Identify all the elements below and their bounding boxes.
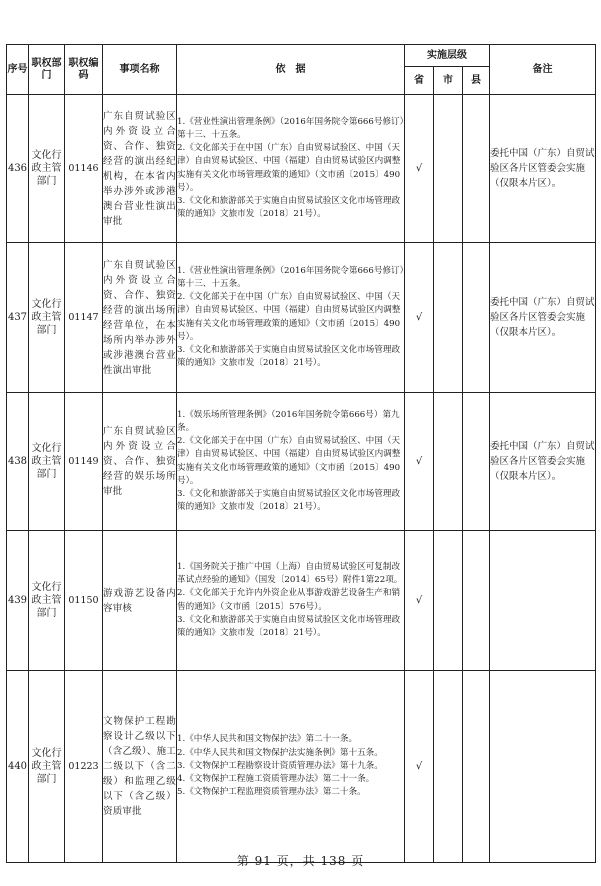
row-code: 01150 <box>65 531 103 671</box>
row-item: 游戏游艺设备内容审核 <box>103 531 177 671</box>
header-level: 实施层级 <box>405 45 490 67</box>
page-footer: 第 91 页，共 138 页 <box>236 854 365 868</box>
header-code: 职权编码 <box>65 45 103 95</box>
header-dept: 职权部门 <box>29 45 65 95</box>
row-city-check <box>434 393 463 531</box>
basis-line: 4.《文物保护工程施工资质管理办法》第二十一条。 <box>177 774 375 785</box>
table-row <box>7 393 596 531</box>
row-county-check <box>463 243 490 393</box>
basis-line: 3.《文化和旅游部关于实施自由贸易试验区文化市场管理政策的通知》文旅市发〔2018〕21号）。 <box>177 614 401 638</box>
row-seq: 439 <box>7 531 29 671</box>
row-dept: 文化行政主管部门 <box>29 95 65 243</box>
row-seq: 436 <box>7 95 29 243</box>
basis-line: 1.《国务院关于推广中国（上海）自由贸易试验区可复制改革试点经验的通知》（国发〔2014〕65号）附件1第22项。 <box>177 561 403 586</box>
row-city-check <box>434 95 463 243</box>
row-code: 01223 <box>65 671 103 863</box>
row-province-check: √ <box>405 243 434 393</box>
row-item: 文物保护工程勘察设计乙级以下（含乙级）、施工二级以下（含二级）和监理乙级以下（含乙级）资质审批 <box>103 671 177 863</box>
row-basis <box>177 671 405 863</box>
row-basis <box>177 393 405 531</box>
basis-line: 1.《营业性演出管理条例》（2016年国务院令第666号修订）第十三、十五条。 <box>177 265 404 289</box>
row-basis <box>177 95 405 243</box>
table-row <box>7 95 596 243</box>
basis-line: 1.《娱乐场所管理条例》（2016年国务院令第666号）第九条。 <box>177 409 400 433</box>
row-dept: 文化行政主管部门 <box>29 531 65 671</box>
row-item: 广东自贸试验区内外资设立合资、合作、独资经营的演出经纪机构，在本省内举办涉外或涉港澳台营业性演出审批 <box>103 95 177 243</box>
row-note <box>490 531 596 671</box>
header-item: 事项名称 <box>103 45 177 95</box>
row-county-check <box>463 531 490 671</box>
row-note: 委托中国（广东）自贸试验区各片区管委会实施（仅限本片区）。 <box>490 243 596 393</box>
basis-line: 3.《文化和旅游部关于实施自由贸易试验区文化市场管理政策的通知》文旅市发〔2018〕21号）。 <box>177 488 401 513</box>
basis-line: 2.《文化部关于在中国（广东）自由贸易试验区、中国（天津）自由贸易试验区、中国（福建）自由贸易试验区内调整实施有关文化市场管理政策的通知》（文市函〔2015〕490号）。 <box>177 436 401 486</box>
row-county-check <box>463 671 490 863</box>
table-row <box>7 243 596 393</box>
basis-line: 3.《文化和旅游部关于实施自由贸易试验区文化市场管理政策的通知》文旅市发〔2018〕21号）。 <box>177 344 401 369</box>
row-province-check: √ <box>405 531 434 671</box>
row-note <box>490 671 596 863</box>
basis-line: 1.《中华人民共和国文物保护法》第二十一条。 <box>177 734 358 745</box>
row-dept: 文化行政主管部门 <box>29 671 65 863</box>
row-province-check: √ <box>405 671 434 863</box>
row-note: 委托中国（广东）自贸试验区各片区管委会实施（仅限本片区）。 <box>490 95 596 243</box>
basis-line: 2.《文化部关于在中国（广东）自由贸易试验区、中国（天津）自由贸易试验区、中国（福建）自由贸易试验区内调整实施有关文化市场管理政策的通知》（文市函〔2015〕490号）。 <box>177 143 401 193</box>
row-basis <box>177 531 405 671</box>
table-row <box>7 671 596 863</box>
row-county-check <box>463 95 490 243</box>
table-row <box>7 531 596 671</box>
row-dept: 文化行政主管部门 <box>29 393 65 531</box>
basis-line: 2.《文化部关于在中国（广东）自由贸易试验区、中国（天津）自由贸易试验区、中国（福建）自由贸易试验区内调整实施有关文化市场管理政策的通知》（文市函〔2015〕490号）。 <box>177 292 401 342</box>
header-basis: 依 据 <box>177 45 405 95</box>
basis-line: 5.《文物保护工程监理资质管理办法》第二十条。 <box>177 787 366 798</box>
authority-table <box>6 44 596 863</box>
basis-line: 1.《营业性演出管理条例》（2016年国务院令第666号修订）第十三、十五条。 <box>177 116 404 140</box>
row-item: 广东自贸试验区内外资设立合资、合作、独资经营的演出场所经营单位，在本场所内举办涉外或涉港澳台营业性演出审批 <box>103 243 177 393</box>
row-code: 01146 <box>65 95 103 243</box>
row-province-check: √ <box>405 95 434 243</box>
row-city-check <box>434 671 463 863</box>
row-dept: 文化行政主管部门 <box>29 243 65 393</box>
header-note: 备注 <box>490 45 596 95</box>
row-city-check <box>434 531 463 671</box>
row-seq: 437 <box>7 243 29 393</box>
row-seq: 440 <box>7 671 29 863</box>
header-province: 省 <box>405 67 434 95</box>
row-seq: 438 <box>7 393 29 531</box>
row-code: 01147 <box>65 243 103 393</box>
row-note: 委托中国（广东）自贸试验区各片区管委会实施（仅限本片区）。 <box>490 393 596 531</box>
basis-line: 3.《文化和旅游部关于实施自由贸易试验区文化市场管理政策的通知》文旅市发〔2018〕21号）。 <box>177 195 401 220</box>
row-city-check <box>434 243 463 393</box>
header-seq: 序号 <box>7 45 29 95</box>
header-county: 县 <box>463 67 490 95</box>
row-item: 广东自贸试验区内外资设立合资、合作、独资经营的娱乐场所审批 <box>103 393 177 531</box>
basis-line: 2.《中华人民共和国文物保护法实施条例》第十五条。 <box>177 747 383 758</box>
basis-line: 3.《文物保护工程勘察设计资质管理办法》第十九条。 <box>177 760 383 771</box>
basis-line: 2.《文化部关于允许内外资企业从事游戏游艺设备生产和销售的通知》（文市函〔2015〕576号）。 <box>177 588 401 612</box>
header-city: 市 <box>434 67 463 95</box>
row-code: 01149 <box>65 393 103 531</box>
row-county-check <box>463 393 490 531</box>
row-basis <box>177 243 405 393</box>
row-province-check: √ <box>405 393 434 531</box>
